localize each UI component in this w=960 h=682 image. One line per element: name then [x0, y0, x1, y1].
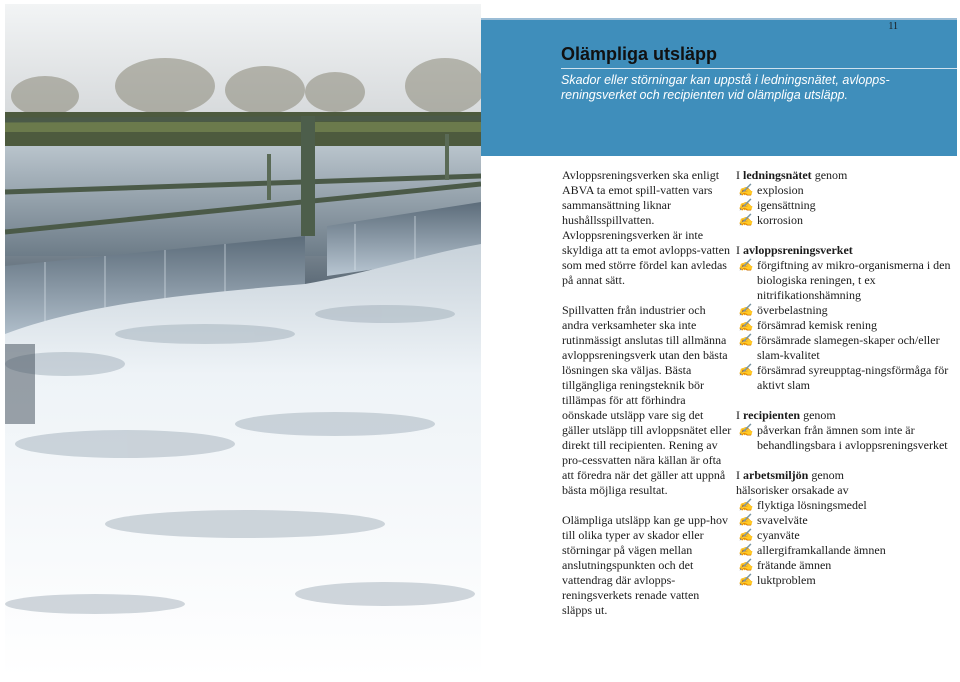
list-item-text: luktproblem: [757, 573, 816, 587]
pen-bullet-icon: ✍: [738, 528, 753, 542]
pen-bullet-icon: ✍: [738, 363, 753, 377]
effects-list: [736, 183, 956, 228]
list-item-text: förgiftning av mikro-organismerna i den biologiska reningen, t ex nitrifikationshämning: [757, 258, 951, 302]
list-item-text: allergiframkallande ämnen: [757, 543, 886, 557]
pen-bullet-icon: ✍: [738, 258, 753, 272]
effects-list: [736, 258, 956, 393]
list-item-text: försämrad syreupptag-ningsförmåga för aktivt slam: [757, 363, 949, 392]
pen-bullet-icon: ✍: [738, 213, 753, 227]
intro-paragraph-1: Avloppsreningsverken ska enligt ABVA ta emot spill-vatten vars sammansättning liknar hushållsspillvatten. Avloppsreningsverken är inte skyldiga att ta emot avlopps-vatten som med större fördel kan avledas på annat sätt.: [562, 168, 730, 287]
pen-bullet-icon: ✍: [738, 303, 753, 317]
list-item-text: explosion: [757, 183, 804, 197]
list-item: [736, 573, 956, 588]
pen-bullet-icon: ✍: [738, 333, 753, 347]
list-item: [736, 318, 956, 333]
weir-illustration: [5, 4, 481, 678]
list-item: [736, 363, 956, 393]
list-item: [736, 498, 956, 513]
list-item: [736, 258, 956, 303]
pen-bullet-icon: ✍: [738, 573, 753, 587]
section-ledningsnatet: [736, 168, 956, 228]
pen-bullet-icon: ✍: [738, 513, 753, 527]
list-item: [736, 558, 956, 573]
page-title: Olämpliga utsläpp: [561, 44, 718, 64]
list-item-text: flyktiga lösningsmedel: [757, 498, 867, 512]
photo-image: [5, 4, 481, 678]
intro-column: [562, 168, 732, 618]
title-divider: [561, 68, 957, 69]
intro-paragraph-3: Olämpliga utsläpp kan ge upp-hov till olika typer av skador eller störningar på vägen mellan anslutningspunkten och det vattendrag där avlopps-reningsverkets renade vatten släpps ut.: [562, 513, 728, 617]
list-item-text: svavelväte: [757, 513, 808, 527]
page-subtitle: Skador eller störningar kan uppstå i ledningsnätet, avlopps-reningsverket och recipienten vid olämpliga utsläpp.: [561, 73, 890, 102]
section-recipienten: [736, 408, 956, 453]
effects-column: [736, 168, 956, 588]
list-item-text: försämrad kemisk rening: [757, 318, 877, 332]
pen-bullet-icon: ✍: [738, 423, 753, 437]
list-item-text: frätande ämnen: [757, 558, 832, 572]
page-number: 11: [888, 21, 898, 32]
section-subheading: hälsorisker orsakade av: [736, 483, 849, 497]
list-item: [736, 543, 956, 558]
list-item-text: cyanväte: [757, 528, 800, 542]
list-item: [736, 333, 956, 363]
pen-bullet-icon: ✍: [738, 198, 753, 212]
pen-bullet-icon: ✍: [738, 498, 753, 512]
list-item: [736, 213, 956, 228]
section-arbetsmiljon: [736, 468, 956, 588]
section-heading: I ledningsnätet genom: [736, 168, 848, 182]
effects-list: [736, 423, 956, 453]
list-item: [736, 303, 956, 318]
list-item: [736, 423, 956, 453]
list-item-text: korrosion: [757, 213, 803, 227]
section-heading: I avloppsreningsverket: [736, 243, 853, 257]
intro-paragraph-2: Spillvatten från industrier och andra verksamheter ska inte rutinmässigt anslutas till allmänna avloppsreningsverk utan den bästa lösningen ska väljas. Bästa tillgängliga reningsteknik bör tillämpas för att förhindra oönskade utsläpp vare sig det gäller utsläpp till avloppsnätet eller direkt till recipienten. Rening av pro-cessvatten nära källan är ofta att föredra när det gäller att uppnå bästa möjliga resultat.: [562, 303, 732, 497]
section-avloppsreningsverket: [736, 243, 956, 393]
section-heading: I recipienten genom: [736, 408, 836, 422]
section-heading: I arbetsmiljön genom: [736, 468, 844, 482]
list-item: [736, 513, 956, 528]
list-item-text: igensättning: [757, 198, 816, 212]
pen-bullet-icon: ✍: [738, 183, 753, 197]
list-item: [736, 528, 956, 543]
list-item: [736, 198, 956, 213]
effects-list: [736, 498, 956, 588]
list-item-text: överbelastning: [757, 303, 828, 317]
list-item-text: försämrade slamegen-skaper och/eller slam-kvalitet: [757, 333, 940, 362]
chapter-header: [481, 20, 957, 156]
list-item-text: påverkan från ämnen som inte är behandlingsbara i avloppsreningsverket: [757, 423, 948, 452]
pen-bullet-icon: ✍: [738, 558, 753, 572]
pen-bullet-icon: ✍: [738, 543, 753, 557]
list-item: [736, 183, 956, 198]
pen-bullet-icon: ✍: [738, 318, 753, 332]
